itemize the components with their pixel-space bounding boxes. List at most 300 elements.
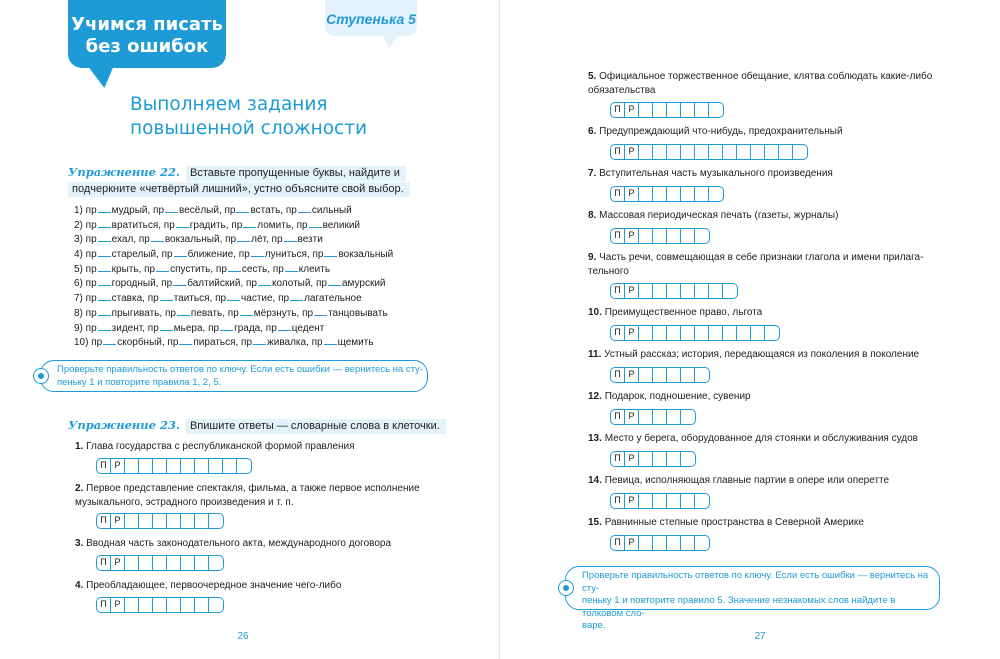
missing-letter-blank	[98, 247, 111, 257]
letter-cell[interactable]	[695, 103, 709, 117]
letter-cell[interactable]	[237, 459, 251, 473]
word-fragment: танцовывать	[328, 307, 388, 319]
answer-letter-boxes[interactable]	[610, 535, 710, 551]
missing-letter-blank	[98, 291, 111, 301]
letter-cell-filled[interactable]: П	[611, 145, 625, 159]
letter-cell[interactable]	[167, 514, 181, 528]
word-fragment: сильный	[311, 205, 352, 216]
question-text: обязательства	[588, 85, 656, 96]
word-fragment: 9) пр	[74, 322, 97, 334]
letter-cell[interactable]	[653, 536, 667, 550]
missing-letter-blank	[98, 232, 111, 242]
question-text: Место у берега, оборудованное для стоянки и обслуживания судов	[604, 433, 918, 444]
word-fragment: ехал, пр	[111, 234, 150, 246]
letter-cell[interactable]	[695, 145, 709, 159]
missing-letter-blank	[324, 247, 337, 257]
list-item	[74, 262, 393, 277]
letter-cell[interactable]	[181, 598, 195, 612]
word-fragment: клеить	[298, 263, 331, 275]
exercise-23-label: Упражнение 23.	[68, 418, 180, 432]
question-item	[588, 70, 932, 98]
target-icon	[558, 580, 574, 596]
question-item	[588, 251, 923, 279]
answer-letter-boxes[interactable]	[610, 367, 710, 383]
question-item	[588, 432, 918, 446]
question-text: Официальное торжественное обещание, клятва соблюдать какие-либо	[599, 71, 933, 82]
letter-cell[interactable]	[639, 103, 653, 117]
question-text: тельного	[588, 266, 629, 277]
exercise-23-instruction: Впишите ответы — словарные слова в клеточки.	[186, 419, 446, 434]
word-fragment: мьера, пр	[173, 322, 220, 334]
letter-cell[interactable]	[667, 368, 681, 382]
letter-cell[interactable]	[709, 326, 723, 340]
letter-cell[interactable]	[639, 368, 653, 382]
letter-cell-filled[interactable]: Р	[111, 598, 125, 612]
letter-cell[interactable]	[751, 145, 765, 159]
question-number: 7.	[588, 168, 597, 179]
question-number: 9.	[588, 252, 597, 263]
letter-cell[interactable]	[667, 494, 681, 508]
word-fragment: спустить, пр	[170, 263, 227, 275]
bubble-tail	[88, 66, 119, 88]
missing-letter-blank	[284, 232, 297, 242]
question-line	[588, 348, 919, 362]
answer-letter-boxes[interactable]	[610, 283, 738, 299]
letter-cell[interactable]	[695, 494, 709, 508]
letter-cell[interactable]	[639, 229, 653, 243]
missing-letter-blank	[324, 335, 337, 345]
letter-cell[interactable]	[695, 368, 709, 382]
letter-cell[interactable]	[681, 145, 695, 159]
word-fragment: 10) пр	[74, 337, 103, 349]
question-line	[75, 537, 391, 551]
letter-cell[interactable]	[779, 145, 793, 159]
check-note-1	[40, 360, 428, 392]
step-bubble	[325, 0, 417, 36]
letter-cell[interactable]	[667, 103, 681, 117]
letter-cell[interactable]	[125, 459, 139, 473]
exercise-23-heading	[68, 417, 448, 434]
missing-letter-blank	[228, 262, 241, 272]
letter-cell[interactable]	[695, 229, 709, 243]
letter-cell-filled[interactable]: П	[611, 326, 625, 340]
word-fragment: везти	[297, 234, 323, 246]
letter-cell[interactable]	[639, 326, 653, 340]
question-line	[588, 125, 843, 139]
letter-cell[interactable]	[709, 103, 723, 117]
letter-cell[interactable]	[653, 410, 667, 424]
missing-letter-blank	[314, 306, 327, 316]
letter-cell[interactable]	[653, 103, 667, 117]
word-fragment: 3) пр	[74, 234, 97, 246]
letter-cell[interactable]	[125, 514, 139, 528]
letter-cell[interactable]	[667, 326, 681, 340]
question-line	[588, 390, 751, 404]
letter-cell[interactable]	[209, 459, 223, 473]
list-item	[74, 335, 393, 350]
word-fragment: певать, пр	[190, 307, 239, 319]
missing-letter-blank	[285, 262, 298, 272]
letter-cell[interactable]	[653, 452, 667, 466]
letter-cell[interactable]	[681, 368, 695, 382]
word-fragment: пираться, пр	[193, 337, 253, 349]
question-line	[588, 84, 932, 98]
question-item	[75, 440, 355, 454]
letter-cell[interactable]	[667, 145, 681, 159]
word-fragment: градить, пр	[189, 219, 243, 231]
missing-letter-blank	[253, 335, 266, 345]
letter-cell-filled[interactable]: Р	[625, 103, 639, 117]
letter-cell-filled[interactable]: Р	[625, 410, 639, 424]
word-fragment: крыть, пр	[111, 263, 156, 275]
letter-cell[interactable]	[153, 514, 167, 528]
missing-letter-blank	[243, 218, 256, 228]
question-item	[588, 474, 889, 488]
question-text: Вводная часть законодательного акта, международного договора	[86, 538, 392, 549]
word-fragment: 6) пр	[74, 278, 97, 290]
letter-cell[interactable]	[737, 145, 751, 159]
letter-cell[interactable]	[167, 459, 181, 473]
missing-letter-blank	[278, 321, 291, 331]
letter-cell[interactable]	[195, 556, 209, 570]
letter-cell[interactable]	[639, 494, 653, 508]
letter-cell[interactable]	[181, 514, 195, 528]
letter-cell-filled[interactable]: Р	[625, 326, 639, 340]
letter-cell-filled[interactable]: Р	[111, 459, 125, 473]
answer-letter-boxes[interactable]	[610, 409, 696, 425]
word-fragment: лагательное	[304, 293, 362, 305]
letter-cell[interactable]	[639, 536, 653, 550]
letter-cell[interactable]	[195, 598, 209, 612]
answer-letter-boxes[interactable]	[610, 451, 696, 467]
letter-cell[interactable]	[681, 494, 695, 508]
letter-cell-filled[interactable]: П	[97, 459, 111, 473]
word-fragment: сесть, пр	[241, 263, 284, 275]
exercise-22-list	[74, 203, 393, 350]
question-text: Преобладающее, первоочередное значение чего-либо	[86, 580, 342, 591]
answer-letter-boxes[interactable]	[610, 102, 724, 118]
missing-letter-blank	[237, 232, 250, 242]
answer-letter-boxes[interactable]	[610, 228, 710, 244]
note-2-line2: пеньку 1 и повторите правило 5. Значение незнакомых слов найдите в толковом сло-	[582, 595, 896, 619]
question-item	[588, 348, 919, 362]
word-fragment: щемить	[337, 337, 374, 349]
letter-cell[interactable]	[681, 284, 695, 298]
question-line	[75, 482, 420, 496]
exercise-22-instruction: Вставьте пропущенные буквы, найдите и подчеркните «четвёртый лишний», устно объясните свой выбор.	[68, 166, 410, 197]
answer-letter-boxes[interactable]	[96, 597, 224, 613]
check-note-2	[565, 566, 940, 631]
question-item	[75, 579, 341, 593]
letter-cell[interactable]	[765, 145, 779, 159]
letter-cell[interactable]	[195, 459, 209, 473]
letter-cell-filled[interactable]: П	[611, 103, 625, 117]
letter-cell[interactable]	[709, 145, 723, 159]
letter-cell[interactable]	[167, 598, 181, 612]
letter-cell[interactable]	[639, 452, 653, 466]
letter-cell[interactable]	[681, 187, 695, 201]
question-text: Часть речи, совмещающая в себе признаки глагола и имени прилага-	[599, 252, 924, 263]
question-item	[588, 306, 762, 320]
word-fragment: мудрый, пр	[111, 205, 165, 216]
question-item	[588, 125, 843, 139]
word-fragment: ставка, пр	[111, 293, 159, 305]
letter-cell[interactable]	[139, 514, 153, 528]
list-item	[74, 232, 393, 247]
letter-cell[interactable]	[653, 326, 667, 340]
letter-cell[interactable]	[125, 598, 139, 612]
answer-letter-boxes[interactable]	[610, 325, 780, 341]
page-number-left: 26	[237, 631, 249, 642]
letter-cell[interactable]	[751, 326, 765, 340]
word-fragment: 4) пр	[74, 249, 97, 261]
letter-cell[interactable]	[695, 536, 709, 550]
letter-cell[interactable]	[653, 494, 667, 508]
letter-cell-filled[interactable]: П	[97, 514, 111, 528]
letter-cell-filled[interactable]: Р	[625, 452, 639, 466]
letter-cell[interactable]	[667, 187, 681, 201]
word-fragment: мёрзнуть, пр	[253, 307, 314, 319]
letter-cell-filled[interactable]: Р	[111, 556, 125, 570]
list-item	[74, 247, 393, 262]
word-fragment: городный, пр	[111, 278, 173, 290]
letter-cell[interactable]	[139, 598, 153, 612]
letter-cell[interactable]	[167, 556, 181, 570]
word-fragment: прыгивать, пр	[111, 307, 176, 319]
letter-cell[interactable]	[709, 284, 723, 298]
note-2-line3: варе.	[582, 620, 606, 631]
question-number: 11.	[588, 349, 602, 360]
word-fragment: колотый, пр	[271, 278, 327, 290]
letter-cell[interactable]	[667, 229, 681, 243]
missing-letter-blank	[177, 306, 190, 316]
list-item	[74, 291, 393, 306]
letter-cell[interactable]	[195, 514, 209, 528]
header-bubble	[68, 0, 226, 68]
word-fragment: 2) пр	[74, 219, 97, 231]
word-fragment: вокзальный	[338, 249, 394, 261]
missing-letter-blank	[173, 276, 186, 286]
word-fragment: таиться, пр	[173, 293, 227, 305]
letter-cell[interactable]	[153, 556, 167, 570]
letter-cell[interactable]	[765, 326, 779, 340]
letter-cell-filled[interactable]: П	[611, 536, 625, 550]
question-text: Массовая периодическая печать (газеты, журналы)	[599, 210, 839, 221]
missing-letter-blank	[174, 247, 187, 257]
letter-cell-filled[interactable]: П	[97, 556, 111, 570]
letter-cell-filled[interactable]: Р	[625, 494, 639, 508]
letter-cell[interactable]	[139, 459, 153, 473]
question-line	[588, 474, 889, 488]
question-line	[75, 440, 355, 454]
question-number: 1.	[75, 441, 84, 452]
missing-letter-blank	[98, 321, 111, 331]
letter-cell-filled[interactable]: П	[611, 452, 625, 466]
letter-cell-filled[interactable]: Р	[625, 368, 639, 382]
letter-cell-filled[interactable]: П	[611, 229, 625, 243]
letter-cell[interactable]	[639, 284, 653, 298]
page-number-right: 27	[754, 631, 766, 642]
word-fragment: скорбный, пр	[117, 337, 179, 349]
question-number: 15.	[588, 517, 602, 528]
letter-cell-filled[interactable]: Р	[625, 536, 639, 550]
letter-cell[interactable]	[209, 514, 223, 528]
word-fragment: балтийский, пр	[187, 278, 257, 290]
letter-cell[interactable]	[153, 598, 167, 612]
word-fragment: 7) пр	[74, 293, 97, 305]
letter-cell[interactable]	[681, 326, 695, 340]
letter-cell[interactable]	[653, 229, 667, 243]
question-line	[588, 209, 838, 223]
letter-cell[interactable]	[723, 326, 737, 340]
letter-cell[interactable]	[793, 145, 807, 159]
missing-letter-blank	[160, 321, 173, 331]
question-item	[588, 167, 833, 181]
word-fragment: вратиться, пр	[111, 219, 175, 231]
note-1-line2: пеньку 1 и повторите правила 1, 2, 5.	[57, 376, 222, 388]
missing-letter-blank	[98, 262, 111, 272]
answer-letter-boxes[interactable]	[610, 493, 710, 509]
letter-cell[interactable]	[681, 103, 695, 117]
letter-cell[interactable]	[653, 368, 667, 382]
question-text: Певица, исполняющая главные партии в опере или оперетте	[604, 475, 890, 486]
letter-cell[interactable]	[681, 536, 695, 550]
letter-cell[interactable]	[639, 187, 653, 201]
question-line	[588, 265, 923, 279]
letter-cell[interactable]	[153, 459, 167, 473]
section-title-line2: повышенной сложности	[130, 118, 368, 139]
word-fragment: луниться, пр	[264, 249, 324, 261]
missing-letter-blank	[240, 306, 253, 316]
letter-cell-filled[interactable]: Р	[625, 187, 639, 201]
question-text: Устный рассказ; история, передающаяся из поколения в поколение	[604, 349, 920, 360]
letter-cell[interactable]	[695, 284, 709, 298]
question-text: Первое представление спектакля, фильма, а также первое исполнение	[86, 483, 420, 494]
question-item	[588, 390, 751, 404]
letter-cell-filled[interactable]: Р	[625, 145, 639, 159]
answer-letter-boxes[interactable]	[96, 458, 252, 474]
question-line	[588, 251, 923, 265]
missing-letter-blank	[98, 218, 111, 228]
answer-letter-boxes[interactable]	[610, 186, 724, 202]
letter-cell[interactable]	[709, 187, 723, 201]
missing-letter-blank	[165, 203, 178, 213]
question-number: 10.	[588, 307, 602, 318]
letter-cell[interactable]	[695, 326, 709, 340]
letter-cell[interactable]	[681, 410, 695, 424]
missing-letter-blank	[298, 203, 311, 213]
question-number: 6.	[588, 126, 597, 137]
letter-cell-filled[interactable]: Р	[625, 229, 639, 243]
letter-cell-filled[interactable]: П	[97, 598, 111, 612]
letter-cell[interactable]	[653, 145, 667, 159]
letter-cell[interactable]	[667, 410, 681, 424]
list-item	[74, 276, 393, 291]
question-item	[588, 516, 864, 530]
word-fragment: вокзальный, пр	[164, 234, 237, 246]
word-fragment: цедент	[291, 322, 325, 334]
missing-letter-blank	[251, 247, 264, 257]
step-bubble-tail	[383, 35, 399, 48]
list-item	[74, 203, 393, 218]
letter-cell[interactable]	[681, 229, 695, 243]
answer-letter-boxes[interactable]	[96, 513, 224, 529]
letter-cell[interactable]	[125, 556, 139, 570]
target-icon	[33, 368, 49, 384]
question-item	[588, 209, 838, 223]
exercise-22-heading	[68, 164, 428, 197]
question-text: Предупреждающий что-нибудь, предохранительный	[599, 126, 843, 137]
missing-letter-blank	[236, 203, 249, 213]
missing-letter-blank	[179, 335, 192, 345]
letter-cell[interactable]	[181, 459, 195, 473]
missing-letter-blank	[227, 291, 240, 301]
letter-cell[interactable]	[223, 459, 237, 473]
letter-cell[interactable]	[695, 187, 709, 201]
letter-cell-filled[interactable]: П	[611, 410, 625, 424]
missing-letter-blank	[328, 276, 341, 286]
letter-cell[interactable]	[667, 284, 681, 298]
letter-cell[interactable]	[653, 187, 667, 201]
answer-letter-boxes[interactable]	[96, 555, 224, 571]
letter-cell-filled[interactable]: П	[611, 284, 625, 298]
word-fragment: 5) пр	[74, 263, 97, 275]
word-fragment: амурский	[341, 278, 386, 290]
header-title-line1: Учимся писать	[71, 14, 223, 35]
letter-cell-filled[interactable]: Р	[111, 514, 125, 528]
question-text: Равнинные степные пространства в Северной Америке	[604, 517, 864, 528]
exercise-22-label: Упражнение 22.	[68, 165, 180, 179]
list-item	[74, 218, 393, 233]
letter-cell[interactable]	[639, 410, 653, 424]
word-fragment: старелый, пр	[111, 249, 173, 261]
missing-letter-blank	[103, 335, 116, 345]
missing-letter-blank	[290, 291, 303, 301]
question-line	[75, 496, 420, 510]
missing-letter-blank	[258, 276, 271, 286]
letter-cell[interactable]	[209, 556, 223, 570]
letter-cell[interactable]	[139, 556, 153, 570]
letter-cell[interactable]	[681, 452, 695, 466]
letter-cell[interactable]	[667, 452, 681, 466]
letter-cell-filled[interactable]: П	[611, 187, 625, 201]
letter-cell[interactable]	[737, 326, 751, 340]
letter-cell-filled[interactable]: П	[611, 494, 625, 508]
list-item	[74, 306, 393, 321]
right-page	[500, 0, 1000, 659]
question-number: 8.	[588, 210, 597, 221]
word-fragment: весёлый, пр	[179, 205, 236, 216]
question-text: Вступительная часть музыкального произведения	[599, 168, 833, 179]
letter-cell[interactable]	[181, 556, 195, 570]
letter-cell[interactable]	[723, 145, 737, 159]
letter-cell[interactable]	[639, 145, 653, 159]
word-fragment: ближение, пр	[187, 249, 250, 261]
letter-cell[interactable]	[723, 284, 737, 298]
question-line	[588, 516, 864, 530]
missing-letter-blank	[98, 306, 111, 316]
missing-letter-blank	[98, 203, 111, 213]
answer-letter-boxes[interactable]	[610, 144, 808, 160]
missing-letter-blank	[98, 276, 111, 286]
letter-cell-filled[interactable]: П	[611, 368, 625, 382]
letter-cell[interactable]	[653, 284, 667, 298]
word-fragment: града, пр	[234, 322, 277, 334]
letter-cell-filled[interactable]: Р	[625, 284, 639, 298]
missing-letter-blank	[176, 218, 189, 228]
letter-cell[interactable]	[209, 598, 223, 612]
letter-cell[interactable]	[667, 536, 681, 550]
